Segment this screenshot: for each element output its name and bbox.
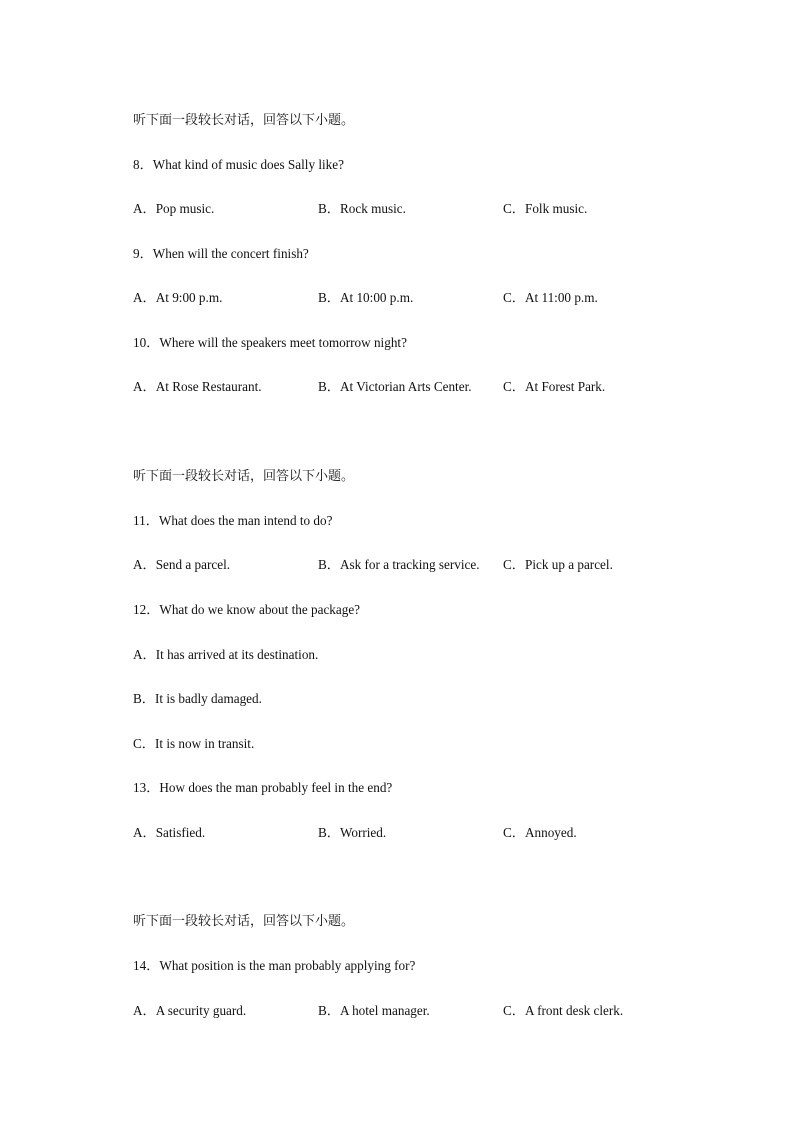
section-heading: 听下面一段较长对话，回答以下小题。 <box>133 113 355 128</box>
question-9-option-b: B．At 10:00 p.m. <box>318 290 414 305</box>
question-11-option-c: C．Pick up a parcel. <box>503 557 613 572</box>
question-12-option-b: B．It is badly damaged. <box>133 691 262 706</box>
question-10-option-a: A．At Rose Restaurant. <box>133 379 262 394</box>
question-9-option-a: A．At 9:00 p.m. <box>133 290 223 305</box>
question-13-option-a: A．Satisfied. <box>133 825 206 840</box>
section-heading: 听下面一段较长对话，回答以下小题。 <box>133 914 355 929</box>
question-13-option-c: C．Annoyed. <box>503 825 577 840</box>
question-10-stem: 10．Where will the speakers meet tomorrow night? <box>133 335 407 350</box>
question-13-stem: 13．How does the man probably feel in the end? <box>133 780 393 795</box>
question-11-option-a: A．Send a parcel. <box>133 557 231 572</box>
question-8-option-a: A．Pop music. <box>133 201 215 216</box>
question-8-stem: 8．What kind of music does Sally like? <box>133 157 344 172</box>
question-12-option-a: A．It has arrived at its destination. <box>133 647 319 662</box>
question-14-option-a: A．A security guard. <box>133 1003 247 1018</box>
question-8-option-b: B．Rock music. <box>318 201 406 216</box>
question-14-stem: 14．What position is the man probably applying for? <box>133 958 416 973</box>
question-10-option-b: B．At Victorian Arts Center. <box>318 379 472 394</box>
question-12-option-c: C．It is now in transit. <box>133 736 255 751</box>
question-13-option-b: B．Worried. <box>318 825 387 840</box>
question-11-stem: 11．What does the man intend to do? <box>133 513 333 528</box>
section-heading: 听下面一段较长对话，回答以下小题。 <box>133 469 355 484</box>
question-11-option-b: B．Ask for a tracking service. <box>318 557 480 572</box>
question-9-stem: 9．When will the concert finish? <box>133 246 309 261</box>
question-8-option-c: C．Folk music. <box>503 201 588 216</box>
question-9-option-c: C．At 11:00 p.m. <box>503 290 598 305</box>
question-14-option-b: B．A hotel manager. <box>318 1003 430 1018</box>
question-12-stem: 12．What do we know about the package? <box>133 602 361 617</box>
question-14-option-c: C．A front desk clerk. <box>503 1003 624 1018</box>
question-10-option-c: C．At Forest Park. <box>503 379 606 394</box>
